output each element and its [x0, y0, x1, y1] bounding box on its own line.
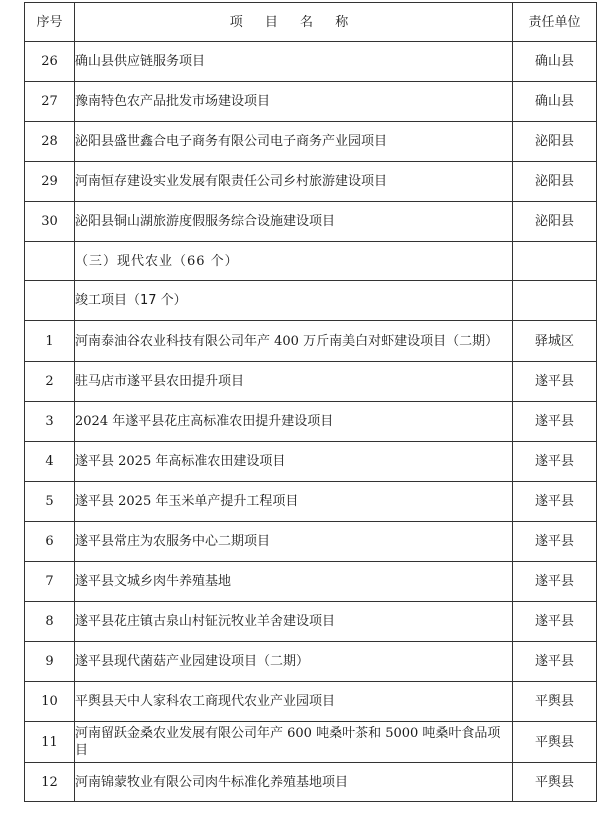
row-number: 5 [25, 482, 75, 522]
row-number: 26 [25, 42, 75, 82]
row-number: 8 [25, 602, 75, 642]
row-responsible-unit: 泌阳县 [513, 122, 597, 162]
row-responsible-unit: 泌阳县 [513, 162, 597, 202]
table-row [25, 522, 597, 562]
table-row [25, 562, 597, 602]
table-row [25, 682, 597, 722]
row-responsible-unit: 泌阳县 [513, 202, 597, 242]
table-row [25, 602, 597, 642]
row-number: 29 [25, 162, 75, 202]
row-project-name: 遂平县 2025 年玉米单产提升工程项目 [75, 482, 513, 522]
row-responsible-unit: 平舆县 [513, 682, 597, 722]
table-row [25, 722, 597, 763]
section-number-cell [25, 242, 75, 281]
row-project-name: 河南锦蒙牧业有限公司肉牛标准化养殖基地项目 [75, 763, 513, 802]
subsection-number-cell [25, 281, 75, 321]
row-responsible-unit: 平舆县 [513, 763, 597, 802]
row-number: 10 [25, 682, 75, 722]
table-row [25, 321, 597, 362]
header-project-name: 项 目 名 称 [75, 3, 513, 42]
row-responsible-unit: 遂平县 [513, 442, 597, 482]
row-project-name: 遂平县现代菌菇产业园建设项目（二期） [75, 642, 513, 682]
row-responsible-unit: 平舆县 [513, 722, 597, 763]
row-number: 12 [25, 763, 75, 802]
project-table [24, 2, 597, 802]
subsection-row [25, 281, 597, 321]
row-responsible-unit: 确山县 [513, 42, 597, 82]
section-unit-cell [513, 242, 597, 281]
row-responsible-unit: 遂平县 [513, 522, 597, 562]
subsection-label: 竣工项目（17 个） [75, 281, 513, 321]
row-project-name: 河南留跃金桑农业发展有限公司年产 600 吨桑叶茶和 5000 吨桑叶食品项目 [75, 722, 513, 763]
row-project-name: 平舆县天中人家科农工商现代农业产业园项目 [75, 682, 513, 722]
header-responsible-unit: 责任单位 [513, 3, 597, 42]
row-project-name: 河南恒存建设实业发展有限责任公司乡村旅游建设项目 [75, 162, 513, 202]
row-number: 27 [25, 82, 75, 122]
row-project-name: 河南泰油谷农业科技有限公司年产 400 万斤南美白对虾建设项目（二期） [75, 321, 513, 362]
table-header-row [25, 3, 597, 42]
row-project-name: 泌阳县铜山湖旅游度假服务综合设施建设项目 [75, 202, 513, 242]
table-row [25, 442, 597, 482]
table-row [25, 642, 597, 682]
row-number: 7 [25, 562, 75, 602]
table-row [25, 362, 597, 402]
row-number: 4 [25, 442, 75, 482]
row-number: 30 [25, 202, 75, 242]
row-responsible-unit: 遂平县 [513, 482, 597, 522]
row-responsible-unit: 遂平县 [513, 602, 597, 642]
row-number: 9 [25, 642, 75, 682]
table-row [25, 162, 597, 202]
row-project-name: 遂平县常庄为农服务中心二期项目 [75, 522, 513, 562]
row-project-name: 确山县供应链服务项目 [75, 42, 513, 82]
table-row [25, 763, 597, 802]
row-project-name: 泌阳县盛世鑫合电子商务有限公司电子商务产业园项目 [75, 122, 513, 162]
row-project-name: 遂平县 2025 年高标准农田建设项目 [75, 442, 513, 482]
table-row [25, 202, 597, 242]
row-number: 2 [25, 362, 75, 402]
row-responsible-unit: 遂平县 [513, 402, 597, 442]
table-row [25, 122, 597, 162]
table-row [25, 82, 597, 122]
row-responsible-unit: 遂平县 [513, 642, 597, 682]
section-row [25, 242, 597, 281]
row-responsible-unit: 遂平县 [513, 362, 597, 402]
row-responsible-unit: 遂平县 [513, 562, 597, 602]
subsection-unit-cell [513, 281, 597, 321]
table-row [25, 42, 597, 82]
row-project-name: 遂平县文城乡肉牛养殖基地 [75, 562, 513, 602]
table-row [25, 402, 597, 442]
row-project-name: 豫南特色农产品批发市场建设项目 [75, 82, 513, 122]
section-label: （三）现代农业（66 个） [75, 242, 513, 281]
row-number: 6 [25, 522, 75, 562]
row-project-name: 2024 年遂平县花庄高标准农田提升建设项目 [75, 402, 513, 442]
header-number: 序号 [25, 3, 75, 42]
table-row [25, 482, 597, 522]
row-project-name: 驻马店市遂平县农田提升项目 [75, 362, 513, 402]
row-number: 3 [25, 402, 75, 442]
row-responsible-unit: 驿城区 [513, 321, 597, 362]
row-project-name: 遂平县花庄镇古泉山村钲沅牧业羊舍建设项目 [75, 602, 513, 642]
row-number: 1 [25, 321, 75, 362]
row-responsible-unit: 确山县 [513, 82, 597, 122]
row-number: 11 [25, 722, 75, 763]
row-number: 28 [25, 122, 75, 162]
